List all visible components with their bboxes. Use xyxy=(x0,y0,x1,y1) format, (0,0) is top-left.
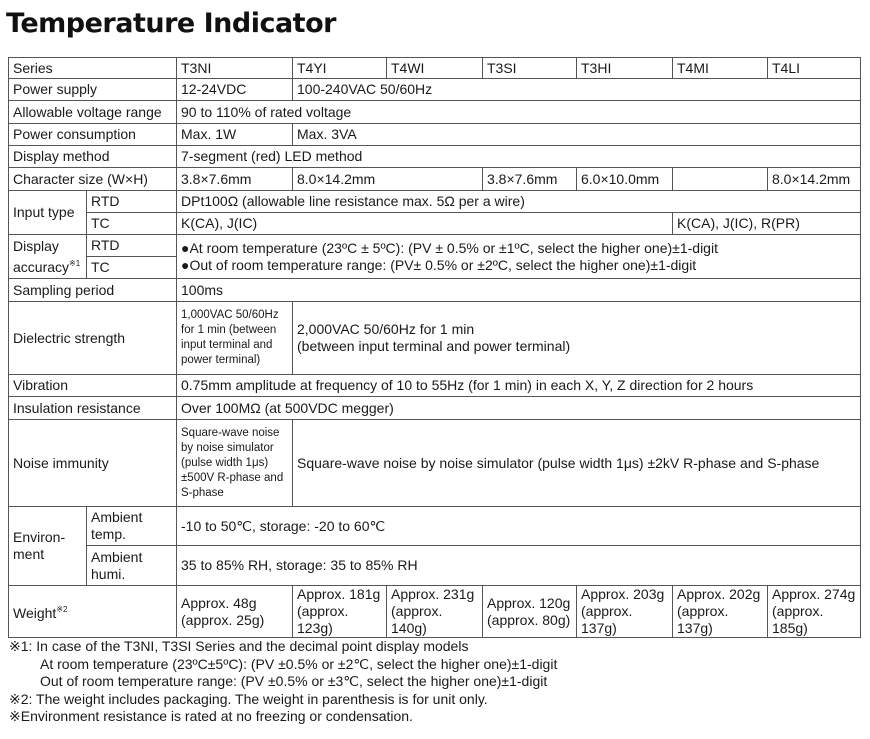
voltage-range-label: Allowable voltage range xyxy=(9,101,177,124)
row-dielectric-strength xyxy=(9,302,861,375)
accuracy-rtd-label: RTD xyxy=(87,235,177,257)
row-sampling-period xyxy=(9,279,861,302)
input-tc-value-a: K(CA), J(IC) xyxy=(177,213,673,235)
model-t4li: T4LI xyxy=(768,58,861,79)
weight-t3ni: Approx. 48g (approx. 25g) xyxy=(177,586,293,638)
sampling-period-label: Sampling period xyxy=(9,279,177,302)
accuracy-tc-label: TC xyxy=(87,257,177,279)
dielectric-others: 2,000VAC 50/60Hz for 1 min (between input terminal and power terminal) xyxy=(293,302,861,375)
row-accuracy-rtd xyxy=(9,235,861,257)
input-type-label: Input type xyxy=(9,191,87,235)
power-consumption-t3ni: Max. 1W xyxy=(177,124,293,146)
row-power-supply xyxy=(9,79,861,101)
accuracy-value xyxy=(177,235,861,279)
weight-t4wi: Approx. 231g (approx. 140g) xyxy=(387,586,483,638)
input-tc-label: TC xyxy=(87,213,177,235)
display-accuracy-label: Display accuracy$^{※1}$ xyxy=(9,235,87,279)
row-env-temp xyxy=(9,507,861,546)
vibration-label: Vibration xyxy=(9,375,177,397)
weight-t3si: Approx. 120g (approx. 80g) xyxy=(483,586,577,638)
model-t3si: T3SI xyxy=(483,58,577,79)
noise-label: Noise immunity xyxy=(9,420,177,507)
ambient-humi-label: Ambient humi. xyxy=(87,546,177,586)
model-t3ni: T3NI xyxy=(177,58,293,79)
weight-t3hi: Approx. 203g (approx. 137g) xyxy=(577,586,673,638)
char-size-t3si: 3.8×7.6mm xyxy=(483,168,577,191)
row-voltage-range xyxy=(9,101,861,124)
row-input-tc xyxy=(9,213,861,235)
row-input-rtd xyxy=(9,191,861,213)
row-power-consumption xyxy=(9,124,861,146)
char-size-t4li: 8.0×14.2mm xyxy=(768,168,861,191)
insulation-label: Insulation resistance xyxy=(9,397,177,420)
dielectric-t3ni: 1,000VAC 50/60Hz for 1 min (between input terminal and power terminal) xyxy=(177,302,293,375)
input-tc-value-b: K(CA), J(IC), R(PR) xyxy=(673,213,861,235)
footnote-1-out-of-range: Out of room temperature range: (PV ±0.5% or ±3℃, select the higher one)±1-digit xyxy=(40,673,548,689)
weight-t4yi: Approx. 181g (approx. 123g) xyxy=(293,586,387,638)
input-rtd-label: RTD xyxy=(87,191,177,213)
row-display-method xyxy=(9,146,861,168)
ambient-temp-value: -10 to 50℃, storage: -20 to 60℃ xyxy=(177,507,861,546)
footnote-environment: ※Environment resistance is rated at no freezing or condensation. xyxy=(9,708,413,724)
footnotes xyxy=(9,638,557,726)
ambient-humi-value: 35 to 85% RH, storage: 35 to 85% RH xyxy=(177,546,861,586)
char-size-t4mi xyxy=(673,168,768,191)
display-method-label: Display method xyxy=(9,146,177,168)
insulation-value: Over 100MΩ (at 500VDC megger) xyxy=(177,397,861,420)
power-supply-t3ni: 12-24VDC xyxy=(177,79,293,101)
noise-t3ni: Square-wave noise by noise simulator (pulse width 1μs) ±500V R-phase and S-phase xyxy=(177,420,293,507)
char-size-t3hi: 6.0×10.0mm xyxy=(577,168,673,191)
row-noise-immunity xyxy=(9,420,861,507)
power-consumption-others: Max. 3VA xyxy=(293,124,861,146)
model-t4mi: T4MI xyxy=(673,58,768,79)
row-character-size xyxy=(9,168,861,191)
row-env-humi xyxy=(9,546,861,586)
char-size-label: Character size (W×H) xyxy=(9,168,177,191)
environment-label: Environ- ment xyxy=(9,507,87,586)
footnote-mark-2: ※2 xyxy=(56,605,68,614)
ambient-temp-label: Ambient temp. xyxy=(87,507,177,546)
row-vibration xyxy=(9,375,861,397)
weight-t4li: Approx. 274g (approx. 185g) xyxy=(768,586,861,638)
row-insulation xyxy=(9,397,861,420)
footnote-2: ※2: The weight includes packaging. The weight in parenthesis is for unit only. xyxy=(9,690,488,707)
accuracy-line-2: ●Out of room temperature range: (PV± 0.5% or ±2ºC, select the higher one)±1-digit xyxy=(181,256,697,273)
model-t4wi: T4WI xyxy=(387,58,483,79)
power-supply-label: Power supply xyxy=(9,79,177,101)
dielectric-label: Dielectric strength xyxy=(9,302,177,375)
row-weight xyxy=(9,586,861,638)
weight-t4mi: Approx. 202g (approx. 137g) xyxy=(673,586,768,638)
power-supply-others: 100-240VAC 50/60Hz xyxy=(293,79,861,101)
footnote-1-room-temp: At room temperature (23ºC±5ºC): (PV ±0.5% or ±2℃, select the higher one)±1-digit xyxy=(40,655,558,672)
accuracy-line-1: ●At room temperature (23ºC ± 5ºC): (PV ± 0.5% or ±1ºC, select the higher one)±1-digit xyxy=(181,239,718,256)
vibration-value: 0.75mm amplitude at frequency of 10 to 55Hz (for 1 min) in each X, Y, Z direction for 2 hours xyxy=(177,375,861,397)
page-title: Temperature Indicator xyxy=(6,8,336,39)
footnote-1: ※1: In case of the T3NI, T3SI Series and the decimal point display models xyxy=(9,638,469,654)
model-t4yi: T4YI xyxy=(293,58,387,79)
char-size-t4yi-t4wi: 8.0×14.2mm xyxy=(293,168,483,191)
sampling-period-value: 100ms xyxy=(177,279,861,302)
noise-others: Square-wave noise by noise simulator (pulse width 1μs) ±2kV R-phase and S-phase xyxy=(293,420,861,507)
series-label: Series xyxy=(9,58,177,79)
footnote-mark-1: ※1 xyxy=(69,258,81,268)
row-series xyxy=(9,58,861,79)
char-size-t3ni: 3.8×7.6mm xyxy=(177,168,293,191)
model-t3hi: T3HI xyxy=(577,58,673,79)
weight-label: Weight$^{※2}$ xyxy=(9,586,177,638)
power-consumption-label: Power consumption xyxy=(9,124,177,146)
voltage-range-value: 90 to 110% of rated voltage xyxy=(177,101,861,124)
spec-table xyxy=(8,57,861,638)
input-rtd-value: DPt100Ω (allowable line resistance max. 5Ω per a wire) xyxy=(177,191,861,213)
display-method-value: 7-segment (red) LED method xyxy=(177,146,861,168)
